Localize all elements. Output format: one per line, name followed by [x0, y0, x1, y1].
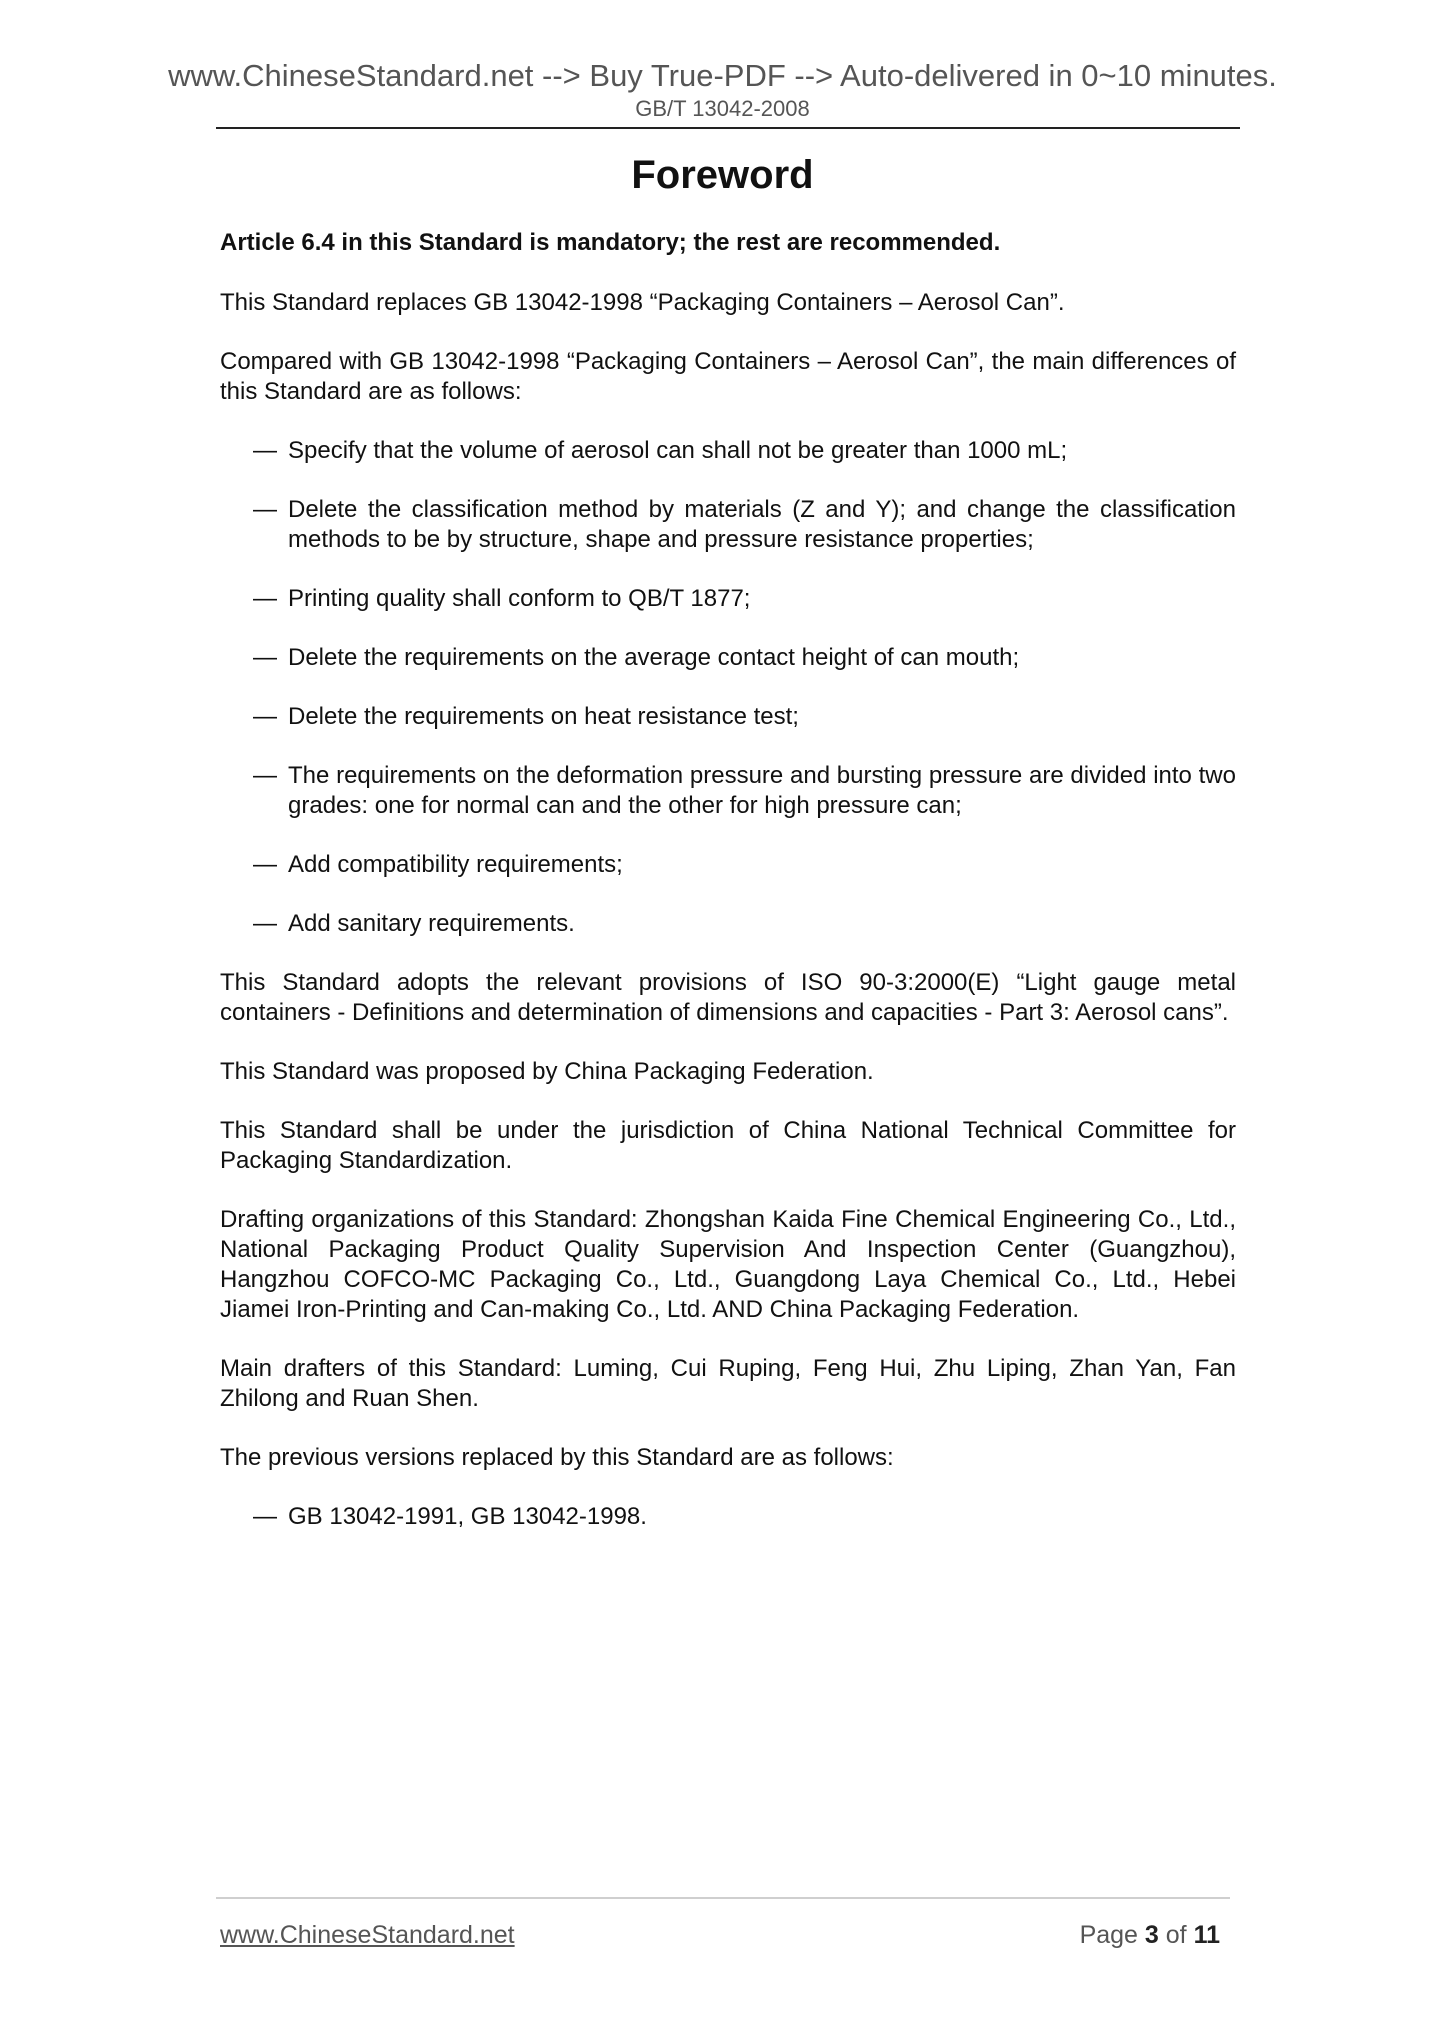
dash-bullet: — [253, 437, 277, 464]
page-prefix: Page [1079, 1921, 1145, 1949]
list-item [220, 436, 1236, 466]
mandatory-note: Article 6.4 in this Standard is mandatory; the rest are recommended. [220, 229, 1001, 256]
paragraph-drafting-organizations: Drafting organizations of this Standard: Zhongshan Kaida Fine Chemical Engineering Co., Ltd., National Packaging Product Quality Supervision And Inspection Center (Guangzhou), Hangzhou COFCO-MC Packaging Co., Ltd., Guangdong Laya Chemical Co., Ltd., Hebei Jiamei Iron-Printing and Can-making Co., Ltd. AND China Packaging Federation. [220, 1206, 1236, 1323]
list-item-text: Delete the classification method by materials (Z and Y); and change the classification methods to be by structure, shape and pressure resistance properties; [288, 496, 1236, 553]
paragraph-differences-intro: Compared with GB 13042-1998 “Packaging Containers – Aerosol Can”, the main differences of this Standard are as follows: [220, 348, 1236, 405]
dash-bullet: — [253, 851, 277, 878]
paragraph-iso-adoption: This Standard adopts the relevant provisions of ISO 90-3:2000(E) “Light gauge metal containers - Definitions and determination of dimensions and capacities - Part 3: Aerosol cans”. [220, 969, 1236, 1026]
header-banner[interactable]: www.ChineseStandard.net --> Buy True-PDF --> Auto-delivered in 0~10 minutes. [168, 58, 1277, 93]
list-item [220, 1502, 1236, 1532]
list-item-text: The requirements on the deformation pressure and bursting pressure are divided into two grades: one for normal can and the other for high pressure can; [288, 762, 1236, 819]
list-item-text: GB 13042-1991, GB 13042-1998. [288, 1503, 647, 1530]
list-item [220, 643, 1236, 673]
dash-bullet: — [253, 496, 277, 523]
header-divider [216, 127, 1240, 129]
list-item-text: Printing quality shall conform to QB/T 1877; [288, 585, 751, 612]
list-item [220, 495, 1236, 555]
page-current: 3 [1144, 1921, 1159, 1949]
paragraph-replaces: This Standard replaces GB 13042-1998 “Packaging Containers – Aerosol Can”. [220, 289, 1065, 316]
dash-bullet: — [253, 703, 277, 730]
paragraph-previous-versions: The previous versions replaced by this Standard are as follows: [220, 1444, 894, 1471]
dash-bullet: — [253, 762, 277, 789]
document-body [220, 228, 1236, 1561]
list-item [220, 909, 1236, 939]
previous-versions-list [220, 1502, 1236, 1532]
paragraph-proposed-by: This Standard was proposed by China Packaging Federation. [220, 1058, 874, 1085]
dash-bullet: — [253, 910, 277, 937]
page-total: 11 [1193, 1921, 1220, 1949]
differences-list [220, 436, 1236, 939]
list-item [220, 584, 1236, 614]
list-item-text: Delete the requirements on the average contact height of can mouth; [288, 644, 1020, 671]
paragraph-jurisdiction: This Standard shall be under the jurisdiction of China National Technical Committee for Packaging Standardization. [220, 1117, 1236, 1174]
paragraph-main-drafters: Main drafters of this Standard: Luming, Cui Ruping, Feng Hui, Zhu Liping, Zhan Yan, Fan Zhilong and Ruan Shen. [220, 1355, 1236, 1412]
list-item [220, 850, 1236, 880]
list-item [220, 702, 1236, 732]
list-item-text: Specify that the volume of aerosol can shall not be greater than 1000 mL; [288, 437, 1068, 464]
standard-code: GB/T 13042-2008 [635, 96, 810, 121]
footer-divider [216, 1897, 1230, 1899]
dash-bullet: — [253, 1503, 277, 1530]
dash-bullet: — [253, 585, 277, 612]
footer-website-link[interactable]: www.ChineseStandard.net [220, 1921, 515, 1949]
dash-bullet: — [253, 644, 277, 671]
page-title: Foreword [631, 153, 814, 197]
list-item-text: Delete the requirements on heat resistance test; [288, 703, 799, 730]
page-mid: of [1158, 1921, 1194, 1949]
list-item-text: Add sanitary requirements. [288, 910, 575, 937]
page-number [1080, 1920, 1220, 1950]
list-item [220, 761, 1236, 821]
list-item-text: Add compatibility requirements; [288, 851, 623, 878]
